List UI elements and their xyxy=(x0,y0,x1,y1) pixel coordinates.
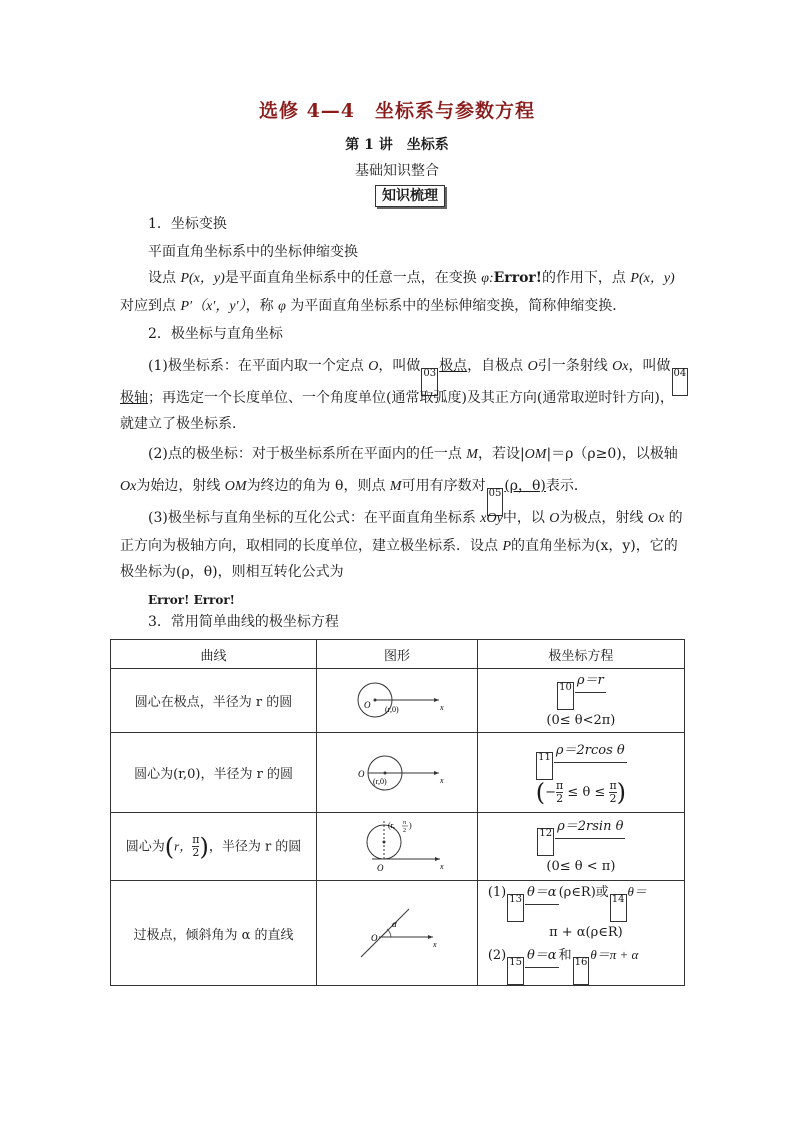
point-label: (r,0) xyxy=(384,704,399,714)
page-title: 选修 4—4 坐标系与参数方程 xyxy=(258,100,536,122)
condition: (− $\frac{\pi}{2}$ ≤ θ ≤ $\frac{\pi}{2}$ ) xyxy=(535,778,627,807)
point-label-b: ) xyxy=(408,820,412,830)
blank-number: 14 xyxy=(610,894,627,922)
error-text: Error! xyxy=(493,270,542,286)
s2-c-line2: 正方向为极轴方向，取相同的长度单位，建立极坐标系．设点 P的直角坐标为(x，y)，它的 xyxy=(120,538,678,554)
curve-name: 圆心为(r,0)，半径为 r 的圆 xyxy=(111,733,317,813)
point-label-pi: π xyxy=(402,819,406,826)
s2-a-line3: 就建立了极坐标系． xyxy=(120,416,246,432)
s2-b-line2: Ox为始边，射线 OM为终边的角为 θ，则点 M可用有序数对 05 (ρ，θ)表示． xyxy=(120,476,680,516)
equation-cell xyxy=(477,733,684,813)
line-through-pole-figure xyxy=(347,901,447,961)
axis-label: x xyxy=(439,861,444,871)
circle-above-pole-figure xyxy=(342,816,452,874)
blank-number: 10 xyxy=(557,682,574,710)
s2-c-line3: 极坐标为(ρ，θ)，则相互转化公式为 xyxy=(120,564,344,580)
s1-heading: 1．坐标变换 xyxy=(148,216,227,232)
axis-label: x xyxy=(432,940,437,949)
s2-b-line1: (2)点的极坐标：对于极坐标系所在平面内的任一点 M，若设|OM|＝ρ（ρ≥0)，以极轴 xyxy=(148,446,678,462)
blank-number: 13 xyxy=(507,894,524,922)
table-row xyxy=(111,733,685,813)
s3-heading: 3．常用简单曲线的极坐标方程 xyxy=(148,614,339,630)
curve-table xyxy=(110,639,685,986)
blank-number: 15 xyxy=(507,957,524,985)
blank-number: 12 xyxy=(537,828,554,856)
col-header-figure: 图形 xyxy=(317,640,478,669)
s2-heading: 2．极坐标与直角坐标 xyxy=(148,326,283,342)
origin-label: O xyxy=(357,768,365,779)
lecture-title: 第 1 讲 坐标系 xyxy=(345,137,449,153)
equation: ρ＝r xyxy=(575,670,606,693)
equation: ρ＝2rsin θ xyxy=(555,816,625,839)
blank-number: 04 xyxy=(672,368,689,396)
knowledge-box-label: 知识梳理 xyxy=(375,185,445,207)
curve-name: 圆心为(r， $\frac{\pi}{2}$ )，半径为 r 的圆 xyxy=(111,813,317,881)
table-row xyxy=(111,881,685,986)
figure-cell xyxy=(317,813,478,881)
origin-label: O xyxy=(370,933,378,943)
s2-a-line2: 极轴；再选定一个长度单位、一个角度单位(通常取弧度)及其正方向(通常取逆时针方向)， xyxy=(120,390,674,406)
condition: (0≤ θ<2π) xyxy=(546,712,616,728)
figure-cell xyxy=(317,881,478,986)
figure-cell xyxy=(317,733,478,813)
table-row xyxy=(111,813,685,881)
blank-number: 11 xyxy=(536,752,553,780)
origin-label: O xyxy=(376,862,384,873)
circle-at-pole-figure xyxy=(347,674,447,724)
col-header-equation: 极坐标方程 xyxy=(477,640,684,669)
equation-cell: (1) 13 θ＝α (ρ∈R)或 14θ＝ π + α(ρ∈R) (2) 15 θ＝α 和 16θ＝π + α xyxy=(477,881,684,986)
equation: ρ＝2rcos θ xyxy=(554,740,627,763)
table-row xyxy=(111,669,685,733)
equation-cell xyxy=(477,669,684,733)
s1-para-line2: 对应到点 P′（x′，y′），称 φ 为平面直角坐标系中的坐标伸缩变换，简称伸缩变换． xyxy=(120,298,627,314)
s2-a-line1: (1)极坐标系：在平面内取一个定点 O，叫做 03 极点，自极点 O引一条射线 Ox，叫做 04 xyxy=(148,356,678,396)
point-label-a: (r, xyxy=(387,820,395,830)
point-label-2: 2 xyxy=(402,827,406,834)
curve-name: 圆心在极点，半径为 r 的圆 xyxy=(111,669,317,733)
curve-name: 过极点，倾斜角为 α 的直线 xyxy=(111,881,317,986)
error-formula: Error! Error! xyxy=(148,593,235,607)
s1-para-line1: 设点 P(x，y)是平面直角坐标系中的任意一点，在变换 φ:Error!的作用下，点 P(x，y) xyxy=(148,270,675,286)
col-header-curve: 曲线 xyxy=(111,640,317,669)
figure-cell xyxy=(317,669,478,733)
angle-label: α xyxy=(391,919,397,929)
blank-number: 05 xyxy=(487,488,504,516)
blank-number: 03 xyxy=(421,368,438,396)
circle-on-axis-figure xyxy=(347,746,447,796)
s1-sub: 平面直角坐标系中的坐标伸缩变换 xyxy=(148,244,358,260)
origin-label: O xyxy=(363,699,371,710)
condition: (0≤ θ < π) xyxy=(546,858,616,874)
equation-cell xyxy=(477,813,684,881)
axis-label: x xyxy=(439,702,444,712)
section-title: 基础知识整合 xyxy=(355,163,439,179)
s2-c-line1: (3)极坐标与直角坐标的互化公式：在平面直角坐标系 xOy中，以 O为极点，射线 Ox 的 xyxy=(148,510,683,526)
table-header-row xyxy=(111,640,685,669)
blank-number: 16 xyxy=(573,957,590,985)
axis-label: x xyxy=(439,775,444,785)
point-label: (r,0) xyxy=(372,776,387,786)
